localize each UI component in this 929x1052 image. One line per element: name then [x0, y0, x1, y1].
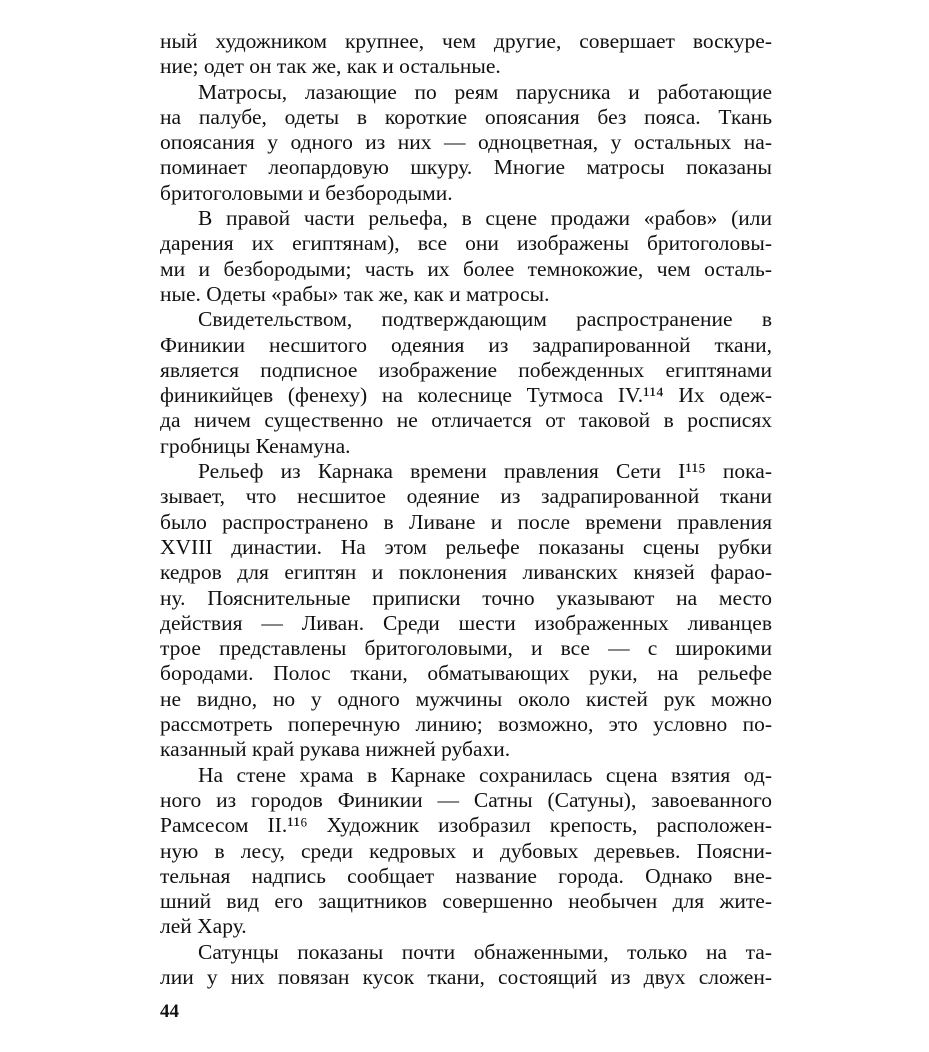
- paragraph: [160, 940, 772, 991]
- paragraph: [160, 29, 772, 80]
- text-line: ный художником крупнее, чем другие, совершает воскуре-: [160, 29, 772, 53]
- text-line: казанный край рукава нижней рубахи.: [160, 737, 511, 762]
- paragraph: [160, 763, 772, 940]
- text-line: ние; одет он так же, как и остальные.: [160, 54, 501, 79]
- text-line: рассмотреть поперечную линию; возможно, это условно по-: [160, 712, 772, 737]
- text-line: ну. Пояснительные приписки точно указывают на место: [160, 585, 772, 610]
- text-line: ную в лесу, среди кедровых и дубовых деревьев. Поясни-: [160, 838, 772, 863]
- body-text: [160, 29, 772, 990]
- text-line: Рамсесом II.¹¹⁶ Художник изобразил крепость, расположен-: [160, 813, 772, 838]
- paragraph: [160, 307, 772, 459]
- text-line: XVIII династии. На этом рельефе показаны сцены рубки: [160, 534, 772, 559]
- text-line: лей Хару.: [160, 914, 247, 939]
- text-line: ми и безбородыми; часть их более темнокожие, чем осталь-: [160, 256, 772, 281]
- text-line: дарения их египтянам), все они изображены бритоголовы-: [160, 231, 772, 256]
- paragraph: [160, 459, 772, 763]
- text-line: Свидетельством, подтверждающим распространение в: [198, 307, 772, 332]
- text-line: на палубе, одеты в короткие опоясания без пояса. Ткань: [160, 104, 772, 129]
- text-line: шний вид его защитников совершенно необычен для жите-: [160, 889, 772, 914]
- paragraph: [160, 206, 772, 307]
- text-line: Матросы, лазающие по реям парусника и работающие: [198, 79, 772, 104]
- text-line: бородами. Полос ткани, обматывающих руки, на рельефе: [160, 661, 772, 686]
- text-line: поминает леопардовую шкуру. Многие матросы показаны: [160, 155, 772, 180]
- text-line: бритоголовыми и безбородыми.: [160, 180, 453, 205]
- page-number: 44: [160, 1001, 179, 1022]
- text-line: На стене храма в Карнаке сохранилась сцена взятия од-: [198, 762, 772, 787]
- text-line: опоясания у одного из них — одноцветная, у остальных на-: [160, 130, 772, 155]
- text-line: кедров для египтян и поклонения ливанских князей фарао-: [160, 560, 772, 585]
- text-line: ные. Одеты «рабы» так же, как и матросы.: [160, 281, 550, 306]
- text-line: действия — Ливан. Среди шести изображенных ливанцев: [160, 610, 772, 635]
- text-line: Рельеф из Карнака времени правления Сети I¹¹⁵ пока-: [198, 459, 772, 484]
- text-line: Сатунцы показаны почти обнаженными, только на та-: [198, 939, 772, 964]
- text-line: да ничем существенно не отличается от таковой в росписях: [160, 408, 772, 433]
- text-line: трое представлены бритоголовыми, и все — с широкими: [160, 636, 772, 661]
- text-line: не видно, но у одного мужчины около кистей рук можно: [160, 686, 772, 711]
- text-line: зывает, что несшитое одеяние из задрапированной ткани: [160, 484, 772, 509]
- text-line: было распространено в Ливане и после времени правления: [160, 509, 772, 534]
- text-line: гробницы Кенамуна.: [160, 433, 351, 458]
- text-line: В правой части рельефа, в сцене продажи «рабов» (или: [198, 206, 772, 231]
- text-line: тельная надпись сообщает название города. Однако вне-: [160, 863, 772, 888]
- text-line: является подписное изображение побежденных египтянами: [160, 357, 772, 382]
- text-line: финикийцев (фенеху) на колеснице Тутмоса IV.¹¹⁴ Их одеж-: [160, 383, 772, 408]
- text-line: ного из городов Финикии — Сатны (Сатуны), завоеванного: [160, 787, 772, 812]
- text-line: Финикии несшитого одеяния из задрапированной ткани,: [160, 332, 772, 357]
- text-line: лии у них повязан кусок ткани, состоящий из двух сложен-: [160, 964, 772, 989]
- paragraph: [160, 80, 772, 206]
